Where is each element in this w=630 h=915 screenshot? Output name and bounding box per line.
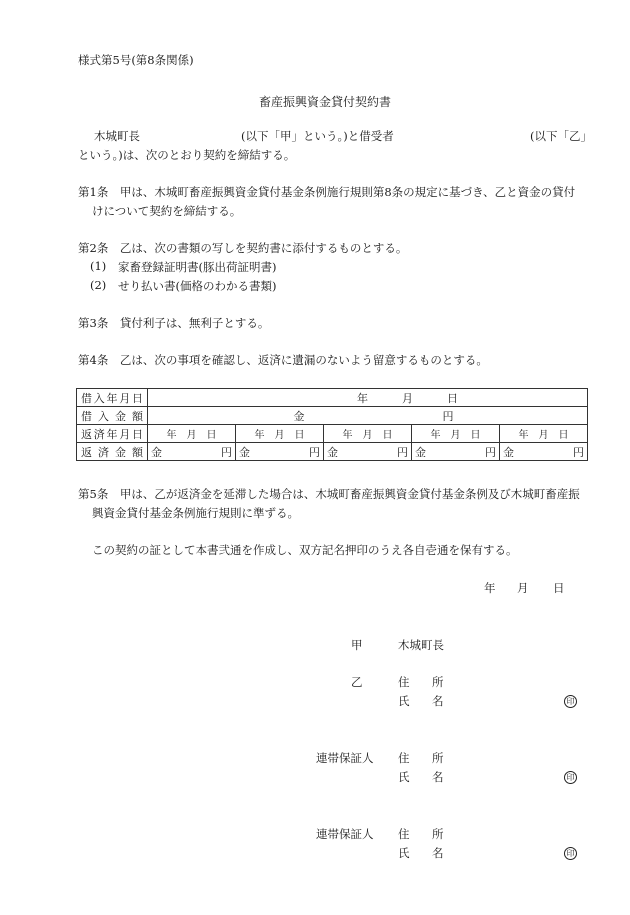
date-year: 年: [484, 581, 496, 595]
party-b-name-label-2: 名: [432, 694, 444, 708]
article2-item2-text: せり払い書(価格のわかる書類): [118, 279, 277, 293]
seal-mark: 印: [564, 771, 577, 784]
article2-item1-text: 家畜登録証明書(豚出荷証明書): [118, 260, 277, 274]
table-row: [77, 389, 588, 407]
article5-line2: 興資金貸付基金条例施行規則に準ずる。: [92, 506, 299, 520]
borrow-amount-yen: 円: [442, 409, 454, 423]
repay-amount-cell: 金 円: [500, 443, 588, 461]
party-b-address-label-1: 住: [398, 675, 410, 689]
guarantor1-name-label-1: 氏: [398, 770, 410, 784]
repay-amount-cell: 金 円: [236, 443, 324, 461]
guarantor1-label: 連帯保証人: [316, 751, 374, 765]
party-b-label: 乙: [351, 675, 363, 689]
article1-line1: 第1条 甲は、木城町畜産振興資金貸付基金条例施行規則第8条の規定に基づき、乙と資金の貸付: [78, 185, 576, 199]
loan-table: [76, 388, 588, 461]
intro-party-b-note: (以下「乙」: [530, 129, 592, 143]
row-label-repay-date: 返済年月日: [77, 425, 148, 443]
repay-date-cell: 年 月 日: [148, 425, 236, 443]
article4: 第4条 乙は、次の事項を確認し、返済に遺漏のないよう留意するものとする。: [78, 353, 488, 367]
repay-date-cell: 年 月 日: [412, 425, 500, 443]
article2-line1: 第2条 乙は、次の書類の写しを契約書に添付するものとする。: [78, 241, 408, 255]
repay-date-cell: 年 月 日: [500, 425, 588, 443]
party-a-name: 木城町長: [398, 638, 444, 652]
row-label-borrow-date: 借入年月日: [77, 389, 148, 407]
guarantor1-address-label-1: 住: [398, 751, 410, 765]
repay-date-cell: 年 月 日: [236, 425, 324, 443]
guarantor1-address-label-2: 所: [432, 751, 444, 765]
guarantor1-name-label-2: 名: [432, 770, 444, 784]
guarantor2-address-label-1: 住: [398, 827, 410, 841]
article1-line2: けについて契約を締結する。: [92, 204, 242, 218]
article3: 第3条 貸付利子は、無利子とする。: [78, 316, 270, 330]
closing-statement: この契約の証として本書弐通を作成し、双方記名押印のうえ各自壱通を保有する。: [92, 543, 518, 557]
party-b-name-label-1: 氏: [398, 694, 410, 708]
guarantor2-name-label-1: 氏: [398, 846, 410, 860]
borrow-amount-kin: 金: [293, 409, 305, 423]
party-b-address-label-2: 所: [432, 675, 444, 689]
article2-item1-num: (1): [90, 259, 107, 273]
borrow-year: 年: [357, 391, 368, 405]
repay-amount-cell: 金 円: [412, 443, 500, 461]
intro-party-a: 木城町長: [94, 129, 140, 143]
borrow-day: 日: [447, 391, 458, 405]
borrow-date-cell: [148, 389, 588, 407]
document-title: 畜産振興資金貸付契約書: [259, 95, 392, 109]
party-a-label: 甲: [351, 638, 363, 652]
repay-date-cell: 年 月 日: [324, 425, 412, 443]
article2-item2-num: (2): [90, 278, 107, 292]
guarantor2-address-label-2: 所: [432, 827, 444, 841]
seal-mark: 印: [564, 847, 577, 860]
guarantor2-name-label-2: 名: [432, 846, 444, 860]
form-label: 様式第5号(第8条関係): [78, 53, 194, 67]
date-month: 月: [517, 581, 529, 595]
article5-line1: 第5条 甲は、乙が返済金を延滞した場合は、木城町畜産振興資金貸付基金条例及び木城町畜産振: [78, 487, 580, 501]
repay-amount-cell: 金 円: [148, 443, 236, 461]
intro-party-a-note: (以下「甲」という。)と借受者: [241, 129, 394, 143]
intro-line2: という。)は、次のとおり契約を締結する。: [78, 148, 296, 162]
table-row: [77, 443, 588, 461]
row-label-repay-amount: 返済金額: [77, 443, 148, 461]
row-label-borrow-amount: 借入金額: [77, 407, 148, 425]
table-row: [77, 407, 588, 425]
date-day: 日: [553, 581, 565, 595]
borrow-amount-cell: [148, 407, 588, 425]
repay-amount-cell: 金 円: [324, 443, 412, 461]
seal-mark: 印: [564, 695, 577, 708]
table-row: [77, 425, 588, 443]
guarantor2-label: 連帯保証人: [316, 827, 374, 841]
borrow-month: 月: [402, 391, 413, 405]
